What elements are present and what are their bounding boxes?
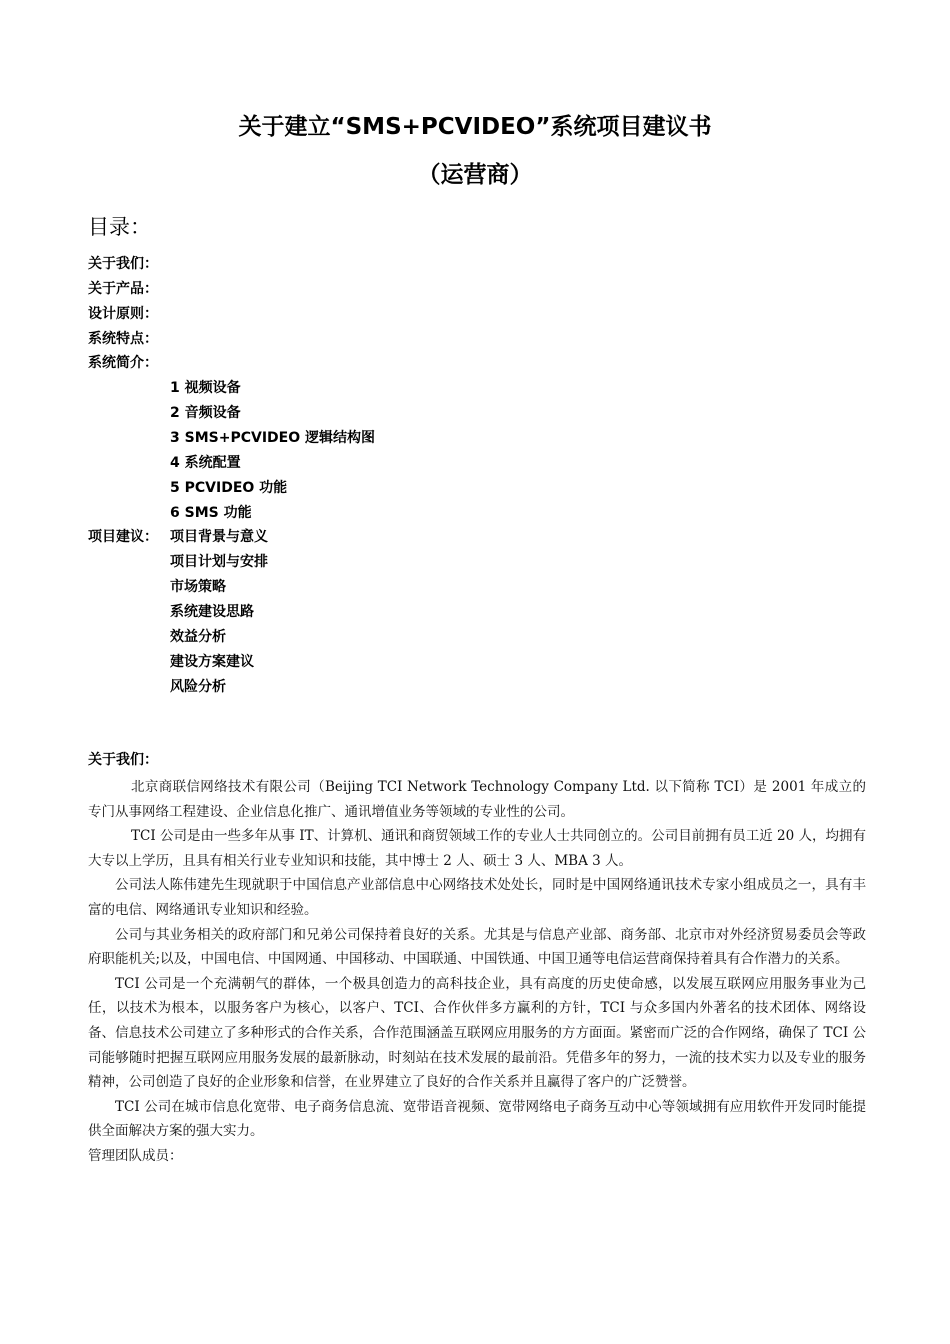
about-paragraph: TCI 公司是一个充满朝气的群体，一个极具创造力的高科技企业，具有高度的历史使命感，以发展互联网应用服务事业为己任，以技术为根本，以服务客户为核心，以客户、TCI、合作伙伴多方赢利的方针，TCI 与众多国内外著名的技术团体、网络设备、信息技术公司建立了多种形式的合作关系，合作范围涵盖互联网应用服务的方方面面。紧密而广泛的合作网络，确保了 TCI 公司能够随时把握互联网应用服务发展的最新脉动，时刻站在技术发展的最前沿。凭借多年的努力，一流的技术实力以及专业的服务精神，公司创造了良好的企业形象和信誉，在业界建立了良好的合作关系并且赢得了客户的广泛赞誉。 [88,975,866,1091]
section-heading-about-us: 关于我们： [88,752,158,768]
toc-subitem-benefit-analysis: 效益分析 [170,629,226,645]
toc-subitem-background: 项目背景与意义 [170,529,268,545]
toc-subitem-market-strategy: 市场策略 [170,579,226,595]
toc-subitem-system-config: 4 系统配置 [170,455,241,471]
toc-subitem-video-devices: 1 视频设备 [170,380,241,396]
about-paragraph: 公司法人陈伟建先生现就职于中国信息产业部信息中心网络技术处处长，同时是中国网络通讯技术专家小组成员之一，具有丰富的电信、网络通讯专业知识和经验。 [88,877,866,918]
toc-subitem-pcvideo-functions: 5 PCVIDEO 功能 [170,480,288,496]
toc-entry-about-us: 关于我们： [88,256,158,272]
toc-heading: 目录： [88,215,151,239]
toc-subitem-sms-functions: 6 SMS 功能 [170,505,252,521]
toc-subitem-solution-proposal: 建设方案建议 [170,654,254,670]
toc-subitem-construction-ideas: 系统建设思路 [170,604,254,620]
about-paragraph: TCI 公司在城市信息化宽带、电子商务信息流、宽带语音视频、宽带网络电子商务互动中心等领域拥有应用软件开发同时能提供全面解决方案的强大实力。 [88,1098,866,1140]
about-paragraph: 北京商联信网络技术有限公司（Beijing TCI Network Technology Company Ltd. 以下简称 TCI）是 2001 年成立的专门从事网络工程建设、企业信息化推广、通讯增值业务等领域的专业性的公司。 [88,779,866,820]
toc-subitem-audio-devices: 2 音频设备 [170,405,241,421]
toc-subitem-risk-analysis: 风险分析 [170,679,226,695]
toc-entry-system-intro: 系统简介： [88,355,158,371]
toc-entry-about-product: 关于产品： [88,281,158,297]
toc-entry-project-proposal: 项目建议： [88,529,158,545]
about-us-body [88,775,866,1169]
about-paragraph: 公司与其业务相关的政府部门和兄弟公司保持着良好的关系。尤其是与信息产业部、商务部、北京市对外经济贸易委员会等政府职能机关;以及，中国电信、中国网通、中国移动、中国联通、中国铁通、中国卫通等电信运营商保持着具有合作潜力的关系。 [88,926,866,968]
document-subtitle: （运营商） [417,162,533,188]
toc-subitem-plan: 项目计划与安排 [170,554,268,570]
document-title: 关于建立“SMS+PCVIDEO”系统项目建议书 [238,114,712,140]
toc-subitem-logic-diagram: 3 SMS+PCVIDEO 逻辑结构图 [170,430,375,446]
toc-entry-design-principles: 设计原则： [88,306,158,322]
team-members-label: 管理团队成员： [88,1147,183,1164]
about-paragraph: TCI 公司是由一些多年从事 IT、计算机、通讯和商贸领域工作的专业人士共同创立的。公司目前拥有员工近 20 人，均拥有大专以上学历，且具有相关行业专业知识和技能，其中博士 2 人、硕士 3 人、MBA 3 人。 [88,828,866,869]
toc-entry-system-features: 系统特点： [88,331,158,347]
